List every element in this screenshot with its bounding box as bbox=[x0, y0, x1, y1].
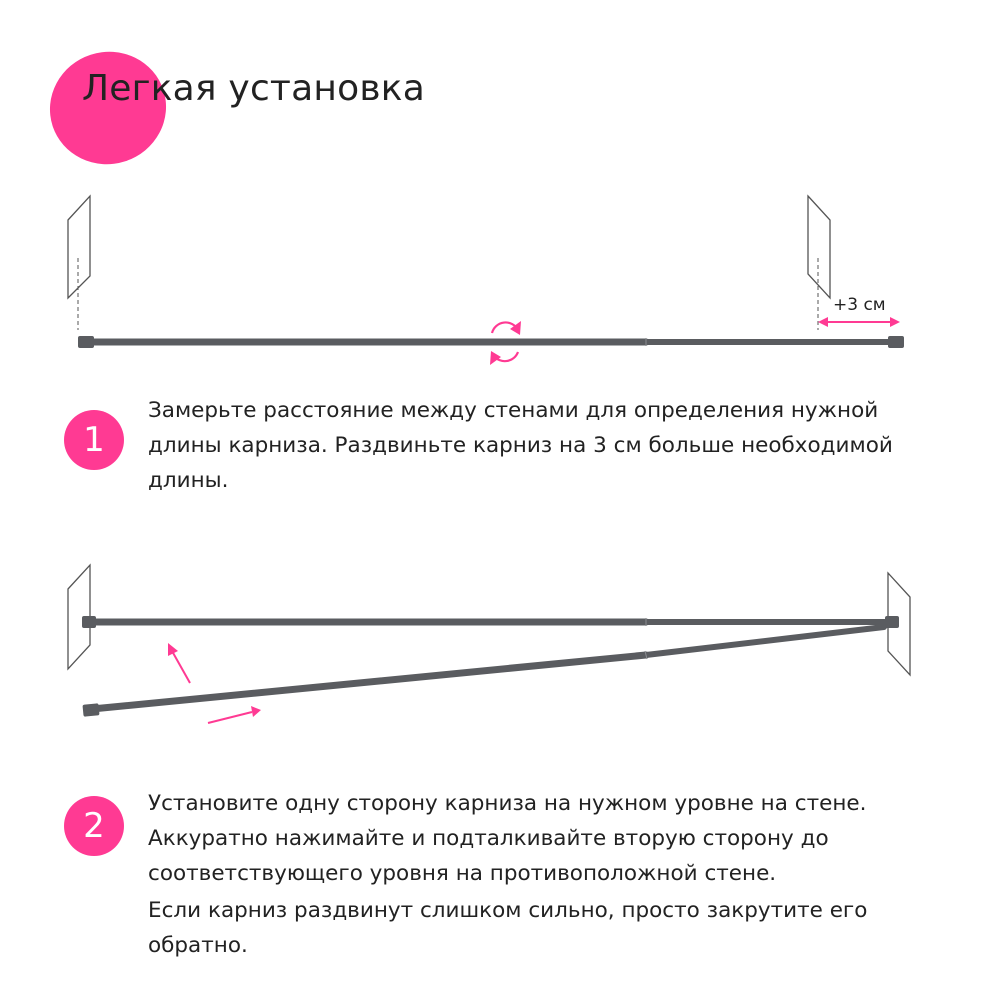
left-wall bbox=[68, 196, 90, 298]
step-2-note: Если карниз раздвинут слишком сильно, просто закрутите его обратно. bbox=[148, 898, 868, 958]
rod-right-cap bbox=[888, 336, 904, 348]
illustration-install bbox=[0, 555, 1000, 755]
rod-angled bbox=[82, 627, 884, 717]
step-1-badge bbox=[64, 410, 124, 470]
right-wall bbox=[808, 196, 830, 298]
page-title: Легкая установка bbox=[82, 68, 425, 109]
step-2-badge bbox=[64, 796, 124, 856]
illustration-measure bbox=[0, 190, 1000, 390]
rod-extended bbox=[78, 336, 904, 348]
rod-left-cap bbox=[78, 336, 94, 348]
measure-label: +3 см bbox=[833, 295, 886, 315]
step-2-text: Установите одну сторону карниза на нужном уровне на стене. Аккуратно нажимайте и подталкивайте вторую сторону до соответствующего уровня на противоположной стене. bbox=[148, 791, 867, 886]
arrow-right-icon bbox=[208, 706, 261, 723]
arrow-up-left-icon bbox=[168, 643, 190, 683]
step-1-text: Замерьте расстояние между стенами для определения нужной длины карниза. Раздвиньте карниз на 3 см больше необходимой длины. bbox=[148, 398, 893, 493]
rod-installed bbox=[82, 616, 899, 628]
measure-arrow-icon bbox=[818, 317, 900, 327]
step-2-number: 2 bbox=[83, 806, 105, 846]
step-1-number: 1 bbox=[83, 420, 105, 460]
